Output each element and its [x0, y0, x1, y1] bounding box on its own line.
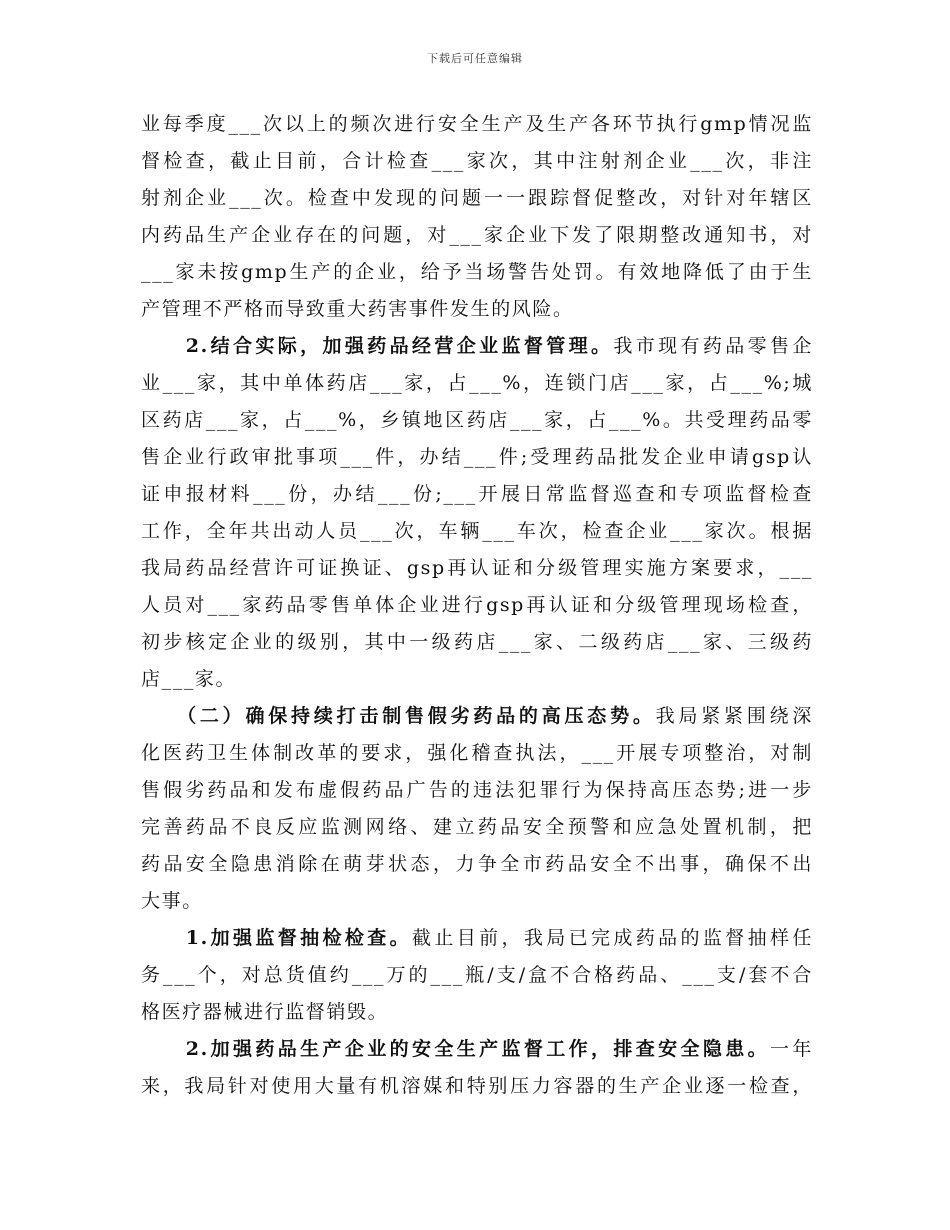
paragraph-production-inspection — [141, 106, 813, 328]
paragraph-sampling-inspection — [141, 920, 813, 1031]
text-line: 人员对___家药品零售单体企业进行gsp再认证和分级管理现场检查， — [141, 594, 813, 616]
text-line: ___家未按gmp生产的企业，给予当场警告处罚。有效地降低了由于生 — [141, 261, 813, 283]
text-line: 完善药品不良反应监测网络、建立药品安全预警和应急处置机制，把 — [141, 816, 813, 838]
text-run: 截止目前，我局已完成药品的监督抽样任 — [411, 927, 814, 949]
text-line: 格医疗器械进行监督销毁。 — [141, 1001, 389, 1023]
text-line — [141, 698, 813, 735]
text-line: 产管理不严格而导致重大药害事件发生的风险。 — [141, 298, 574, 320]
text-line: 证申报材料___份，办结___份;___开展日常监督巡查和专项监督检查 — [141, 483, 813, 505]
text-run: 我局紧紧围绕深 — [655, 705, 814, 727]
text-line: 督检查，截止目前，合计检查___家次，其中注射剂企业___次，非注 — [141, 150, 813, 172]
text-line: 店___家。 — [141, 668, 237, 690]
page-header: 下载后可任意编辑 — [427, 52, 523, 65]
text-line: 区药店___家，占___%，乡镇地区药店___家，占___%。共受理药品零 — [141, 409, 813, 431]
text-line: 我局药品经营许可证换证、gsp再认证和分级管理实施方案要求，___ — [141, 557, 813, 579]
document-body — [141, 106, 813, 1105]
text-line — [141, 1031, 813, 1068]
section-heading: （二）确保持续打击制售假劣药品的高压态势。 — [186, 705, 656, 727]
text-line: 售企业行政审批事项___件，办结___件;受理药品批发企业申请gsp认 — [141, 446, 813, 468]
text-line: 内药品生产企业存在的问题，对___家企业下发了限期整改通知书，对 — [141, 224, 813, 246]
text-line: 来，我局针对使用大量有机溶媒和特别压力容器的生产企业逐一检查， — [141, 1075, 813, 1097]
text-line: 化医药卫生体制改革的要求，强化稽查执法，___开展专项整治，对制 — [141, 742, 813, 764]
text-line: 射剂企业___次。检查中发现的问题一一跟踪督促整改，对针对年辖区 — [141, 187, 813, 209]
text-line: 初步核定企业的级别，其中一级药店___家、二级药店___家、三级药 — [141, 631, 813, 653]
text-run: 我市现有药品零售企 — [613, 335, 813, 357]
text-line: 务___个，对总货值约___万的___瓶/支/盒不合格药品、___支/套不合 — [141, 964, 813, 986]
paragraph-safety-production — [141, 1031, 813, 1105]
paragraph-retail-supervision — [141, 328, 813, 698]
text-line — [141, 328, 813, 365]
text-line: 售假劣药品和发布虚假药品广告的违法犯罪行为保持高压态势;进一步 — [141, 779, 813, 801]
section-heading: 1.加强监督抽检检查。 — [185, 927, 412, 949]
paragraph-crackdown — [141, 698, 813, 920]
text-line — [141, 920, 813, 957]
text-line: 大事。 — [141, 890, 203, 912]
section-heading: 2.加强药品生产企业的安全生产监督工作，排查安全隐患。 — [185, 1038, 771, 1060]
text-line: 业每季度___次以上的频次进行安全生产及生产各环节执行gmp情况监 — [141, 113, 813, 135]
text-run: 一年 — [770, 1038, 814, 1060]
section-heading: 2.结合实际，加强药品经营企业监督管理。 — [185, 335, 614, 357]
text-line: 工作，全年共出动人员___次，车辆___车次，检查企业___家次。根据 — [141, 520, 813, 542]
text-line: 业___家，其中单体药店___家，占___%，连锁门店___家，占___%;城 — [141, 372, 813, 394]
text-line: 药品安全隐患消除在萌芽状态，力争全市药品安全不出事，确保不出 — [141, 853, 813, 875]
